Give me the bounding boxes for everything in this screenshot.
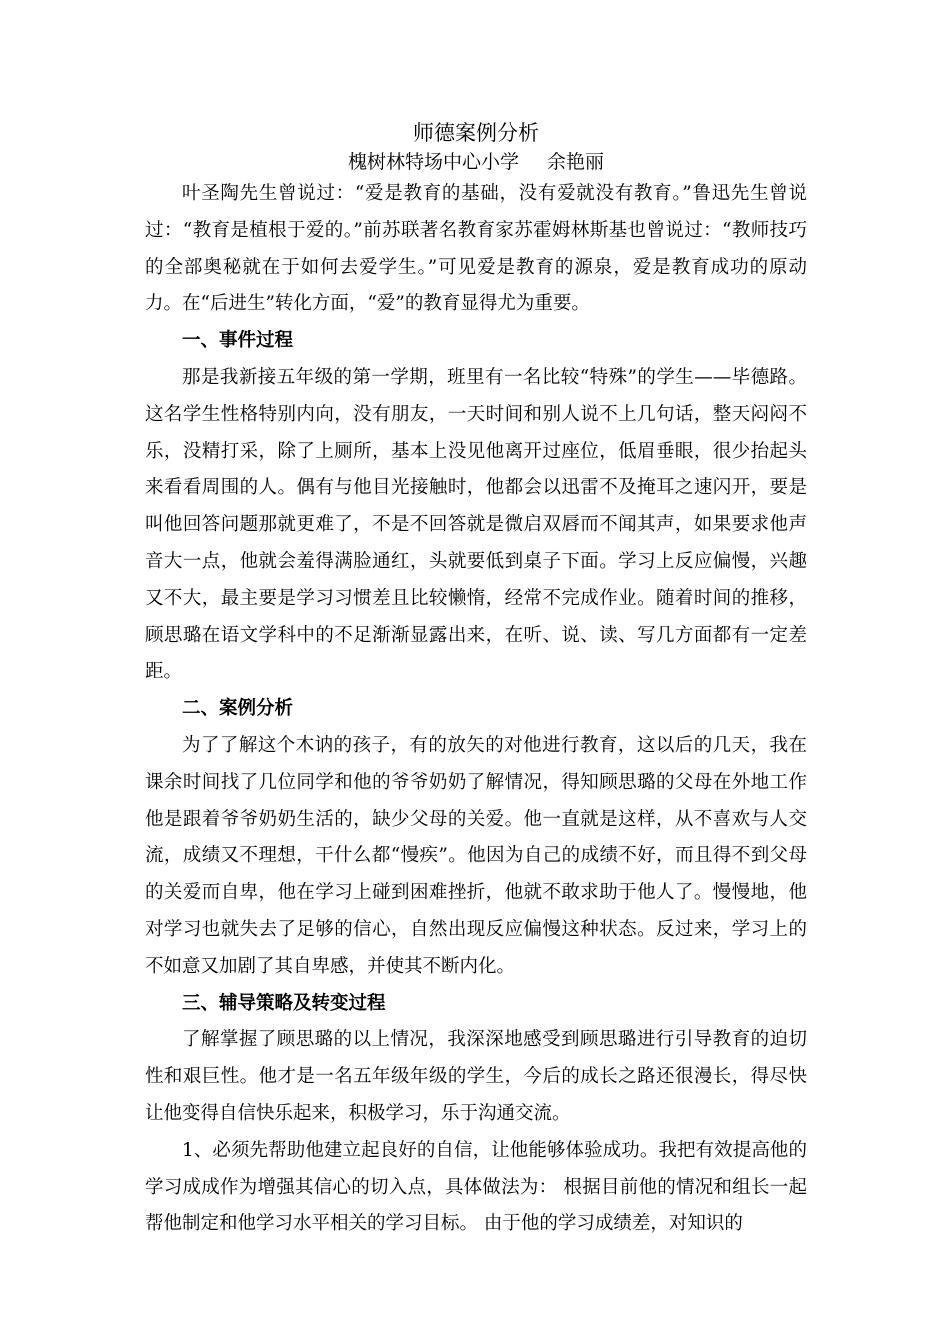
author-name: 余艳丽 — [547, 151, 605, 173]
section1-heading: 一、事件过程 — [182, 330, 294, 352]
document-title: 师德案例分析 — [413, 121, 539, 145]
section3-point1-paragraph: 1、必须先帮助他建立起良好的自信，让他能够体验成功。我把有效提高他的学习成成作为增强其信心的切入点，具体做法为： 根据目前他的情况和组长一起帮他制定和他学习水平相关的学习目标。 由于他的学习成绩差，对知识的 — [145, 1139, 807, 1235]
section1-paragraph: 那是我新接五年级的第一学期，班里有一名比较“特殊”的学生——毕德路。 这名学生性格特别内向，没有朋友，一天时间和别人说不上几句话，整天闷闷不乐，没精打采，除了上厕所，基本上没见他离开过座位，低眉垂眼，很少抬起头来看看周围的人。偶有与他目光接触时，他都会以迅雷不及掩耳之速闪开，要是叫他回答问题那就更难了，不是不回答就是微启双唇而不闻其声，如果要求他声音大一点，他就会羞得满脸通红，头就要低到桌子下面。学习上反应偏慢，兴趣又不大，最主要是学习习惯差且比较懒惰，经常不完成作业。随着时间的推移，顾思璐在语文学科中的不足渐渐显露出来，在听、说、读、写几方面都有一定差距。 — [145, 366, 807, 683]
author-school: 槐树林特场中心小学 — [347, 151, 519, 173]
author-line — [145, 148, 807, 176]
document-page — [145, 118, 807, 1243]
section3-heading: 三、辅导策略及转变过程 — [182, 992, 386, 1014]
section2-heading: 二、案例分析 — [182, 698, 294, 720]
section2-paragraph: 为了了解这个木讷的孩子，有的放矢的对他进行教育，这以后的几天，我在课余时间找了几位同学和他的爷爷奶奶了解情况，得知顾思璐的父母在外地工作他是跟着爷爷奶奶生活的，缺少父母的关爱。他一直就是这样，从不喜欢与人交流，成绩又不理想，干什么都“慢疾”。他因为自己的成绩不好，而且得不到父母的关爱而自卑，他在学习上碰到困难挫折，他就不敢求助于他人了。慢慢地，他对学习也就失去了足够的信心，自然出现反应偏慢这种状态。反过来，学习上的不如意又加剧了其自卑感，并使其不断内化。 — [145, 734, 807, 977]
intro-paragraph: 叶圣陶先生曾说过：“爱是教育的基础，没有爱就没有教育。”鲁迅先生曾说过：“教育是植根于爱的。”前苏联著名教育家苏霍姆林斯基也曾说过：“教师技巧的全部奥秘就在于如何去爱学生。”可见爱是教育的源泉，爱是教育成功的原动力。在“后进生”转化方面，“爱”的教育显得尤为重要。 — [145, 183, 807, 315]
section3-paragraph: 了解掌握了顾思璐的以上情况，我深深地感受到顾思璐进行引导教育的迫切性和艰巨性。他才是一名五年级年级的学生，今后的成长之路还很漫长，得尽快让他变得自信快乐起来，积极学习，乐于沟通交流。 — [145, 1029, 807, 1124]
